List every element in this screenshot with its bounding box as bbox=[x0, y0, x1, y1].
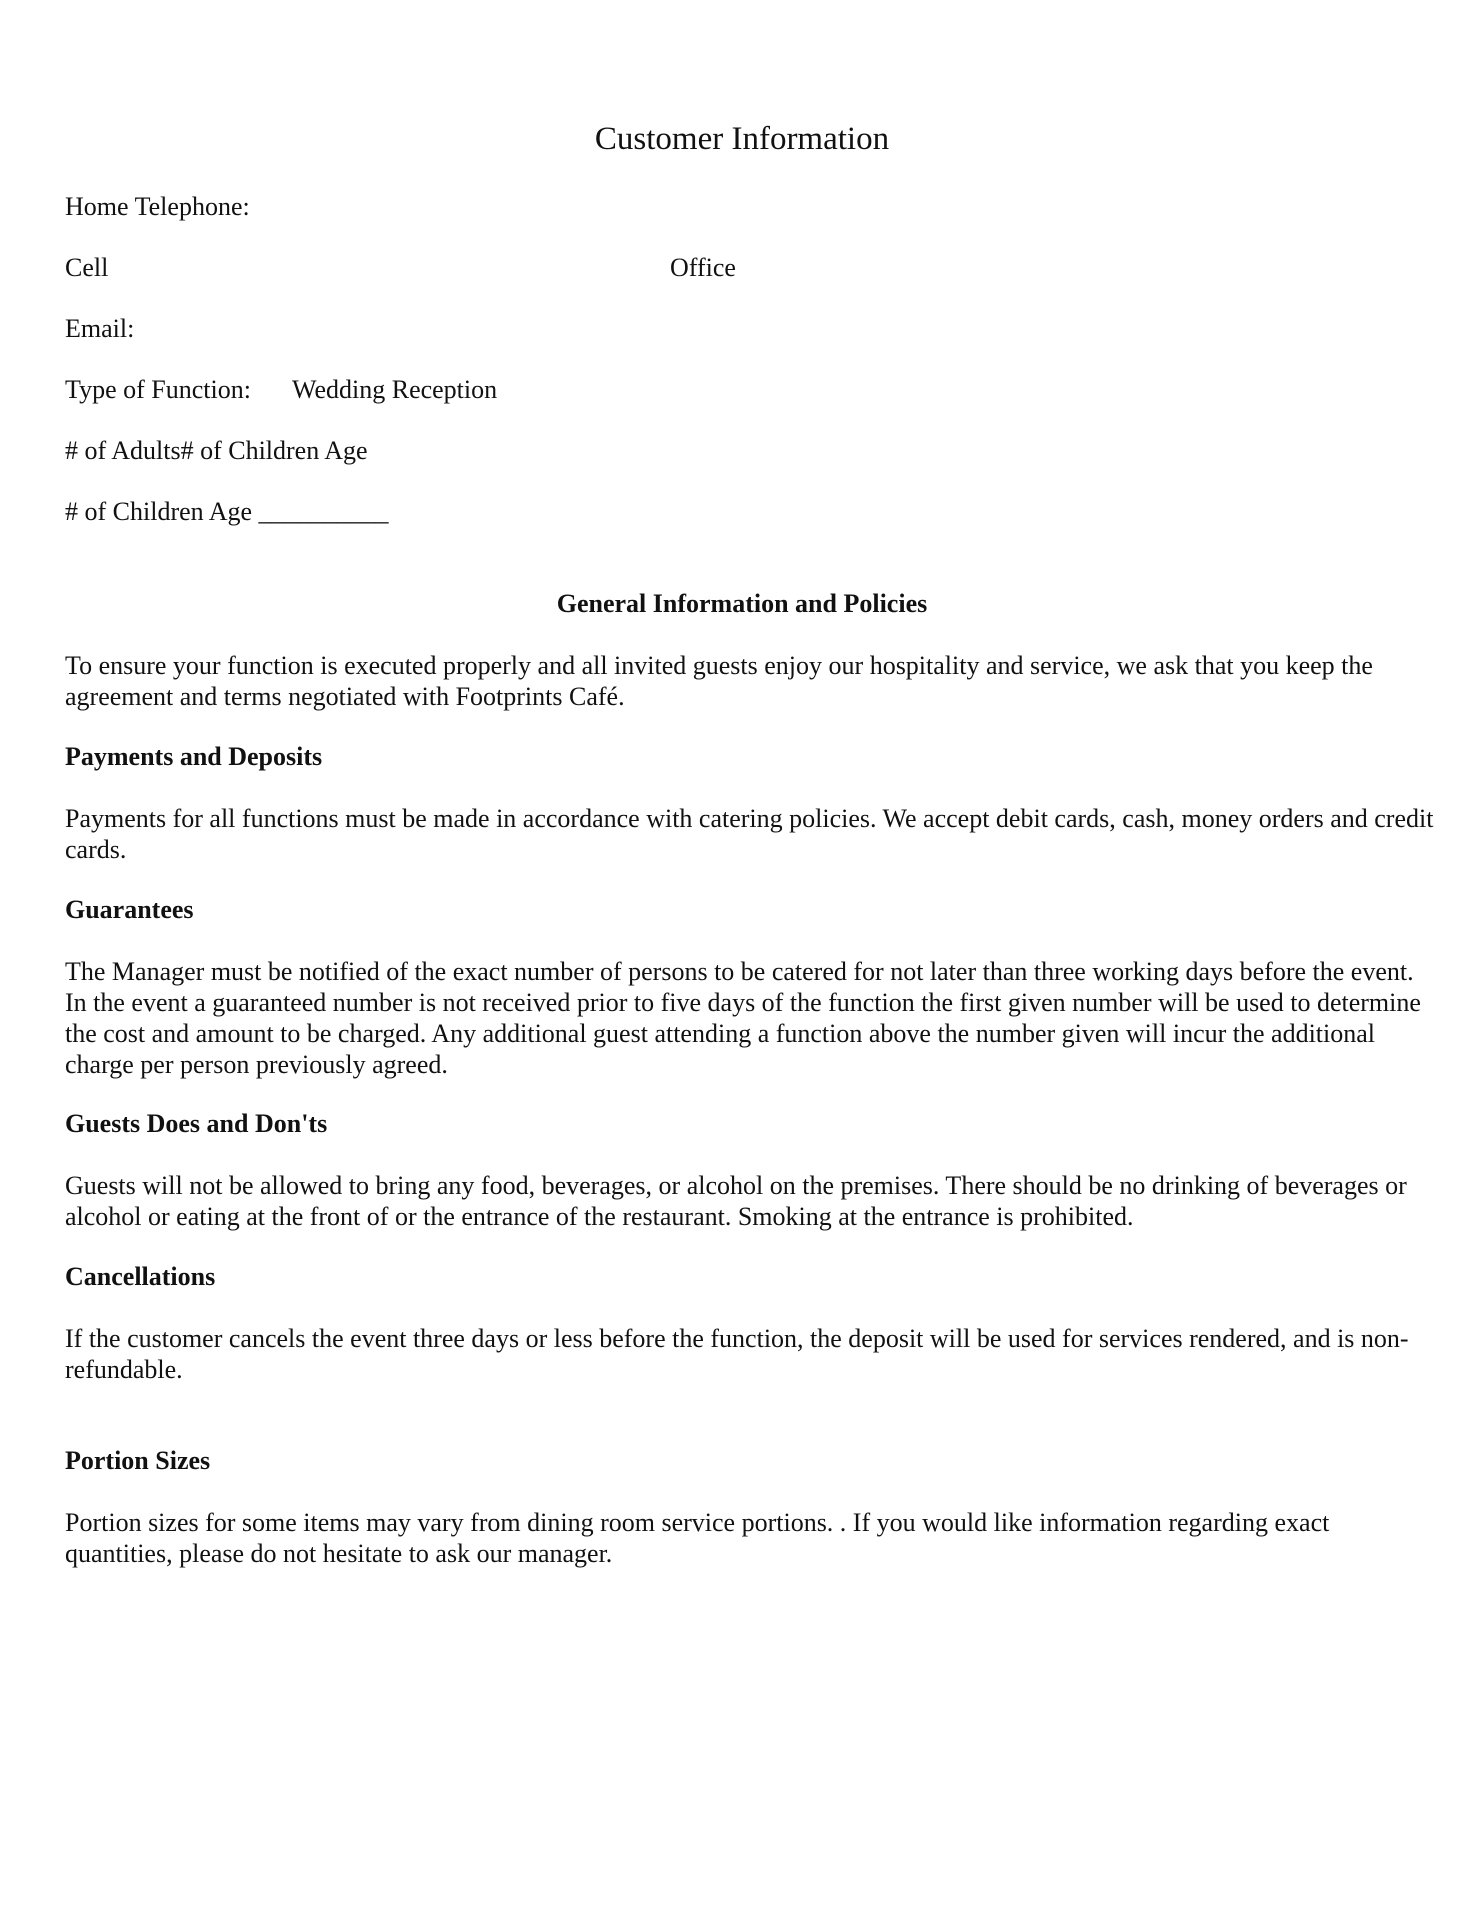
type-of-function-label: Type of Function: bbox=[65, 375, 251, 404]
children-age-label: # of Children Age __________ bbox=[65, 497, 389, 526]
section-heading-guests: Guests Does and Don'ts bbox=[65, 1109, 328, 1138]
general-info-intro: To ensure your function is executed properly and all invited guests enjoy our hospitality and service, we ask that you keep the agreement and terms negotiated with Footprints Café. bbox=[65, 651, 1373, 711]
section-body-cancellations: If the customer cancels the event three days or less before the function, the deposit will be used for services rendered, and is non- refundable. bbox=[65, 1324, 1409, 1384]
general-info-title: General Information and Policies bbox=[556, 589, 928, 618]
section-heading-cancellations: Cancellations bbox=[65, 1262, 216, 1291]
section-body-portions: Portion sizes for some items may vary from dining room service portions. . If you would like information regarding exact quantities, please do not hesitate to ask our manager. bbox=[65, 1508, 1330, 1568]
email-label: Email: bbox=[65, 314, 135, 343]
section-body-guarantees: The Manager must be notified of the exact number of persons to be catered for not later than three working days before the event. In the event a guaranteed number is not received prior to five days of the function the first given number will be used to determine the cost and amount to be charged. Any additional guest attending a function above the number given will incur the additional charge per person previously agreed. bbox=[65, 957, 1421, 1079]
section-body-payments: Payments for all functions must be made in accordance with catering policies. We accept debit cards, cash, money orders and credit cards. bbox=[65, 804, 1434, 864]
section-body-guests: Guests will not be allowed to bring any food, beverages, or alcohol on the premises. There should be no drinking of beverages or alcohol or eating at the front of or the entrance of the restaurant. Smoking at the entrance is prohibited. bbox=[65, 1171, 1407, 1231]
home-telephone-label: Home Telephone: bbox=[65, 192, 250, 221]
office-label: Office bbox=[670, 253, 736, 282]
section-heading-portions: Portion Sizes bbox=[65, 1446, 211, 1475]
adults-children-label: # of Adults# of Children Age bbox=[65, 436, 368, 465]
section-heading-payments: Payments and Deposits bbox=[65, 742, 323, 771]
type-of-function-value: Wedding Reception bbox=[292, 375, 498, 404]
section-heading-guarantees: Guarantees bbox=[65, 895, 194, 924]
cell-label: Cell bbox=[65, 253, 109, 282]
page-title: Customer Information bbox=[594, 121, 890, 157]
